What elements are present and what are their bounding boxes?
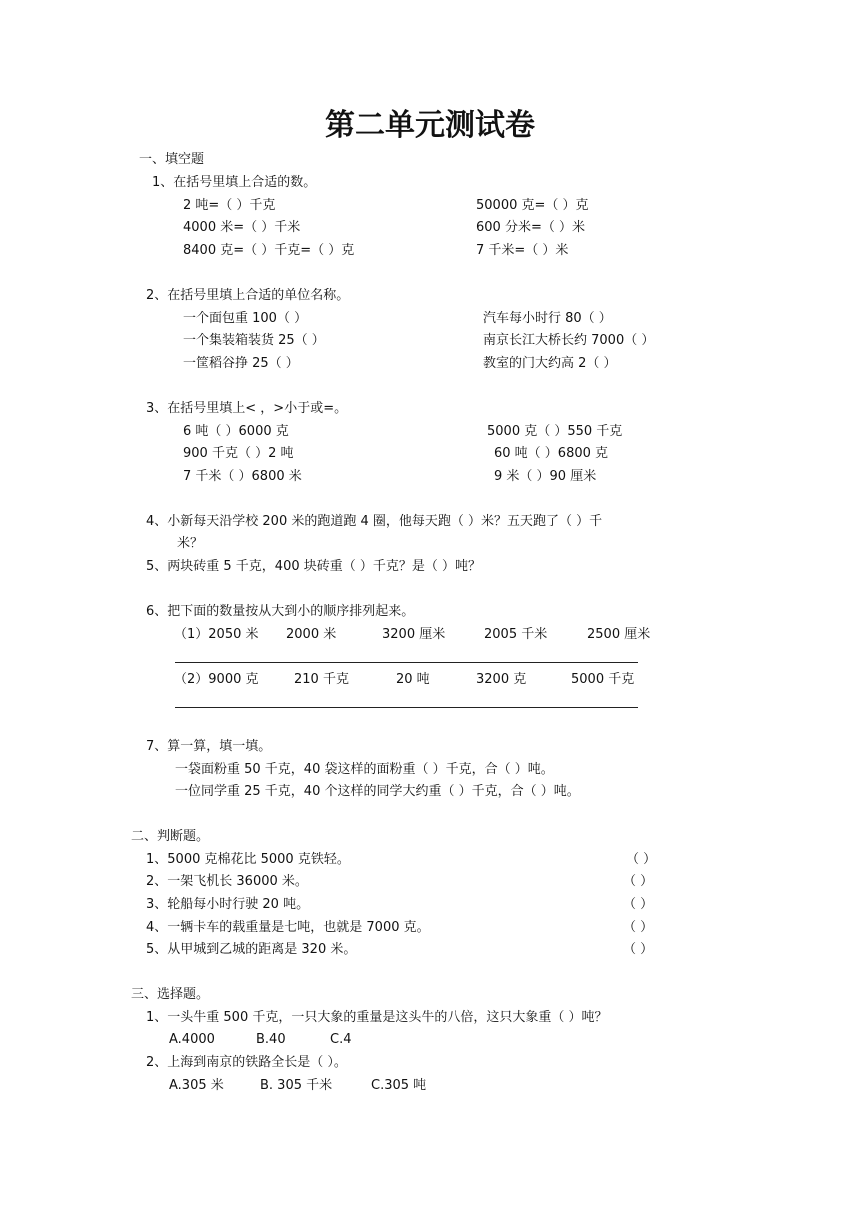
choice-option-b: B. 305 千米 [260, 1078, 333, 1093]
q6-row2-item: 210 千克 [294, 672, 349, 687]
page-title: 第二单元测试卷 [325, 108, 535, 143]
q2-item: 一个面包重 100（ ） [183, 311, 308, 326]
q1-item: 4000 米=（ ）千米 [183, 220, 301, 235]
q1-item: 8400 克=（ ）千克=（ ）克 [183, 243, 355, 258]
choice-option-a: A.4000 [169, 1032, 215, 1047]
q6-row1-item: （1）2050 米 [174, 627, 259, 642]
q1-item: 600 分米=（ ）米 [476, 220, 585, 235]
answer-line [175, 707, 638, 708]
q3-item: 9 米（ ）90 厘米 [494, 469, 597, 484]
q2-item: 一筐稻谷挣 25（ ） [183, 356, 299, 371]
judge-item: 2、一架飞机长 36000 米。 [146, 874, 308, 889]
judge-item: 3、轮船每小时行驶 20 吨。 [146, 897, 310, 912]
q1-item: 2 吨=（ ）千克 [183, 198, 276, 213]
q6-prompt: 6、把下面的数量按从大到小的顺序排列起来。 [146, 604, 415, 619]
judge-item: 4、一辆卡车的载重量是七吨，也就是 7000 克。 [146, 920, 430, 935]
q7-line-1: 一袋面粉重 50 千克，40 袋这样的面粉重（ ）千克，合（ ）吨。 [175, 762, 554, 777]
q5-text: 5、两块砖重 5 千克，400 块砖重（ ）千克？是（ ）吨？ [146, 559, 482, 574]
q4-line-1: 4、小新每天沿学校 200 米的跑道跑 4 圈，他每天跑（ ）米？五天跑了（ ）千 [146, 514, 603, 529]
choice-option-b: B.40 [256, 1032, 286, 1047]
q1-item: 50000 克=（ ）克 [476, 198, 589, 213]
choice-option-c: C.305 吨 [371, 1078, 427, 1093]
q6-row1-item: 2000 米 [286, 627, 337, 642]
q2-item: 南京长江大桥长约 7000（ ） [483, 333, 655, 348]
q4-line-2: 米？ [177, 536, 204, 551]
judge-bracket: （ ） [623, 874, 654, 889]
q1-item: 7 千米=（ ）米 [476, 243, 569, 258]
q7-prompt: 7、算一算，填一填。 [146, 739, 272, 754]
q3-item: 7 千米（ ）6800 米 [183, 469, 302, 484]
judge-item: 1、5000 克棉花比 5000 克铁轻。 [146, 852, 350, 867]
q3-item: 6 吨（ ）6000 克 [183, 424, 289, 439]
q3-item: 5000 克（ ）550 千克 [487, 424, 623, 439]
judge-bracket: （ ） [626, 852, 657, 867]
q6-row2-item: 20 吨 [396, 672, 430, 687]
q2-item: 汽车每小时行 80（ ） [483, 311, 612, 326]
q6-row2-item: （2）9000 克 [174, 672, 259, 687]
q3-prompt: 3、在括号里填上< ，>小于或=。 [146, 401, 348, 416]
q2-prompt: 2、在括号里填上合适的单位名称。 [146, 288, 350, 303]
q7-line-2: 一位同学重 25 千克，40 个这样的同学大约重（ ）千克，合（ ）吨。 [175, 784, 580, 799]
q6-row1-item: 2500 厘米 [587, 627, 651, 642]
choice-option-c: C.4 [330, 1032, 352, 1047]
choice-q1-prompt: 1、一头牛重 500 千克，一只大象的重量是这头牛的八倍，这只大象重（ ）吨？ [146, 1010, 608, 1025]
section-3-heading: 三、选择题。 [131, 987, 210, 1002]
q6-row1-item: 3200 厘米 [382, 627, 446, 642]
section-2-heading: 二、判断题。 [131, 829, 210, 844]
choice-option-a: A.305 米 [169, 1078, 224, 1093]
q3-item: 60 吨（ ）6800 克 [494, 446, 609, 461]
answer-line [175, 662, 638, 663]
judge-bracket: （ ） [623, 897, 654, 912]
q2-item: 一个集装箱装货 25（ ） [183, 333, 325, 348]
q6-row1-item: 2005 千米 [484, 627, 548, 642]
q6-row2-item: 5000 千克 [571, 672, 635, 687]
judge-bracket: （ ） [623, 942, 654, 957]
q2-item: 教室的门大约高 2（ ） [483, 356, 617, 371]
judge-item: 5、从甲城到乙城的距离是 320 米。 [146, 942, 357, 957]
section-1-heading: 一、填空题 [139, 152, 205, 167]
q6-row2-item: 3200 克 [476, 672, 527, 687]
judge-bracket: （ ） [623, 920, 654, 935]
q1-prompt: 1、在括号里填上合适的数。 [152, 175, 317, 190]
choice-q2-prompt: 2、上海到南京的铁路全长是（ ）。 [146, 1055, 347, 1070]
q3-item: 900 千克（ ）2 吨 [183, 446, 294, 461]
